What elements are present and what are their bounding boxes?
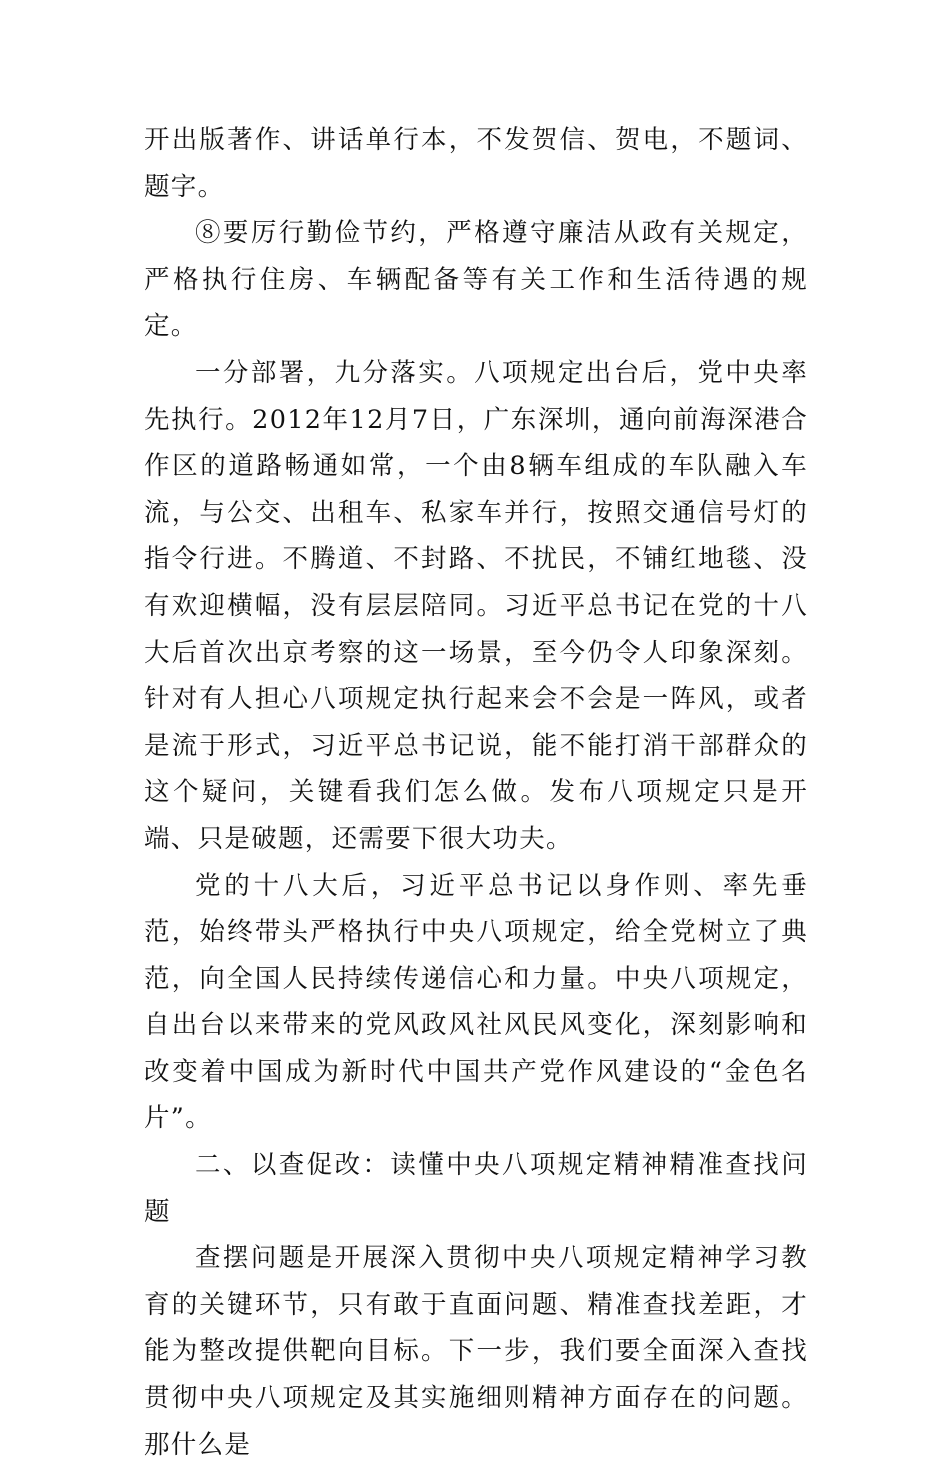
paragraph-implementation: 一分部署，九分落实。八项规定出台后，党中央率先执行。2012年12月7日，广东深圳，通向前海深港合作区的道路畅通如常，一个由8辆车组成的车队融入车流，与公交、出租车、私家车并行，按照交通信号灯的指令行进。不腾道、不封路、不扰民，不铺红地毯、没有欢迎横幅，没有层层陪同。习近平总书记在党的十八大后首次出京考察的这一场景，至今仍令人印象深刻。针对有人担心八项规定执行起来会不会是一阵风，或者是流于形式，习近平总书记说，能不能打消干部群众的这个疑问，关键看我们怎么做。发布八项规定只是开端、只是破题，还需要下很大功夫。 (144, 357, 808, 854)
paragraph-continuation: 开出版著作、讲话单行本，不发贺信、贺电，不题词、题字。 (144, 125, 808, 202)
section-heading: 二、以查促改：读懂中央八项规定精神精准查找问题 (144, 1150, 808, 1227)
paragraph-item-8: ⑧要厉行勤俭节约，严格遵守廉洁从政有关规定，严格执行住房、车辆配备等有关工作和生活待遇的规定。 (144, 218, 808, 342)
paragraph-problem-finding: 查摆问题是开展深入贯彻中央八项规定精神学习教育的关键环节，只有敢于直面问题、精准查找差距，才能为整改提供靶向目标。下一步，我们要全面深入查找贯彻中央八项规定及其实施细则精神方面存在的问题。那什么是 (144, 1243, 808, 1460)
paragraph-leadership-example: 党的十八大后，习近平总书记以身作则、率先垂范，始终带头严格执行中央八项规定，给全党树立了典范，向全国人民持续传递信心和力量。中央八项规定，自出台以来带来的党风政风社风民风变化，深刻影响和改变着中国成为新时代中国共产党作风建设的“金色名片”。 (144, 870, 808, 1134)
document-body (144, 117, 808, 1468)
